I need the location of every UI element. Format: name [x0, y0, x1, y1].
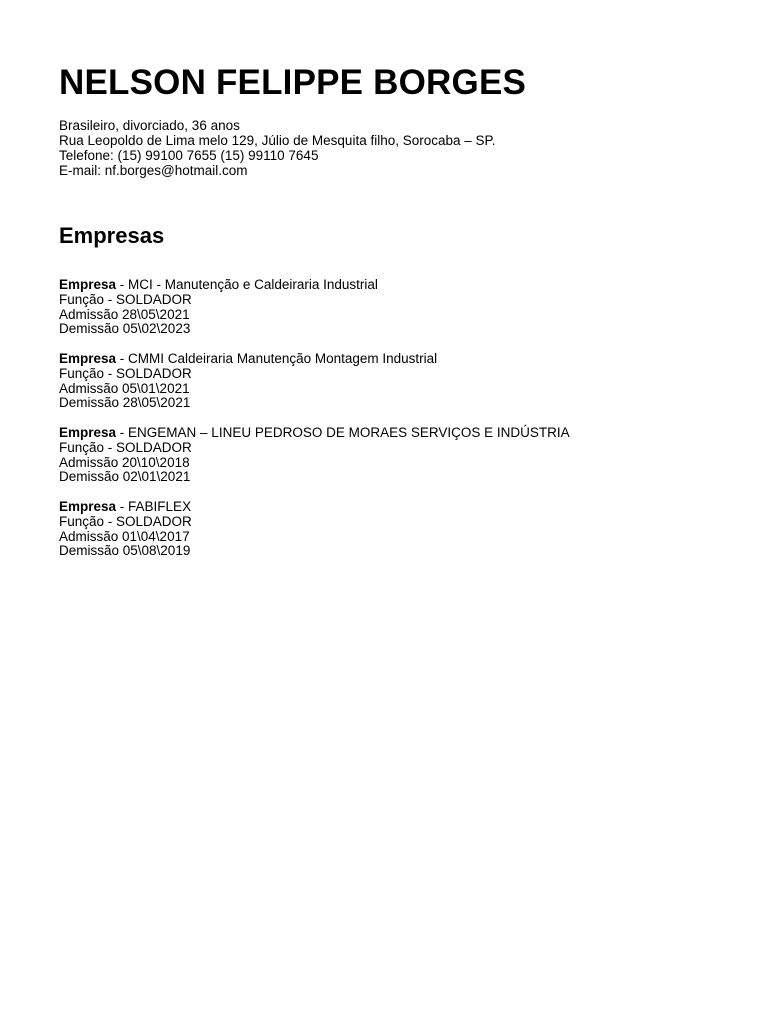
job-role: Função - SOLDADOR	[59, 513, 192, 529]
contact-block	[59, 118, 496, 178]
job-role: Função - SOLDADOR	[59, 365, 192, 381]
job-admission: Admissão 20\10\2018	[59, 454, 190, 470]
email: E-mail: nf.borges@hotmail.com	[59, 163, 248, 178]
job-entry	[59, 500, 570, 559]
job-entry	[59, 352, 570, 411]
job-dismissal: Demissão 05\02\2023	[59, 321, 191, 337]
job-role: Função - SOLDADOR	[59, 291, 192, 307]
job-entry	[59, 278, 570, 337]
company-name: - CMMI Caldeiraria Manutenção Montagem Industrial	[116, 350, 438, 366]
job-company-line	[59, 426, 570, 441]
job-list	[59, 278, 570, 574]
company-name: - FABIFLEX	[116, 498, 192, 514]
candidate-name: NELSON FELIPPE BORGES	[59, 63, 527, 102]
job-admission: Admissão 05\01\2021	[59, 380, 190, 396]
job-dismissal: Demissão 02\01\2021	[59, 469, 191, 485]
job-dismissal: Demissão 28\05\2021	[59, 395, 191, 411]
company-label: Empresa	[59, 277, 117, 292]
company-label: Empresa	[59, 498, 117, 514]
company-name: - MCI - Manutenção e Caldeiraria Industrial	[116, 277, 378, 292]
job-admission: Admissão 01\04\2017	[59, 528, 190, 544]
company-name: - ENGEMAN – LINEU PEDROSO DE MORAES SERVIÇOS E INDÚSTRIA	[116, 424, 570, 440]
job-admission: Admissão 28\05\2021	[59, 306, 190, 322]
job-company-line	[59, 278, 570, 293]
job-company-line	[59, 352, 570, 367]
address: Rua Leopoldo de Lima melo 129, Júlio de Mesquita filho, Sorocaba – SP.	[59, 133, 496, 148]
job-company-line	[59, 500, 570, 515]
personal-details: Brasileiro, divorciado, 36 anos	[59, 118, 240, 133]
section-title-companies: Empresas	[59, 223, 165, 248]
company-label: Empresa	[59, 424, 117, 440]
job-role: Função - SOLDADOR	[59, 439, 192, 455]
job-entry	[59, 426, 570, 485]
job-dismissal: Demissão 05\08\2019	[59, 543, 191, 559]
company-label: Empresa	[59, 350, 117, 366]
phone: Telefone: (15) 99100 7655 (15) 99110 7645	[59, 148, 319, 163]
